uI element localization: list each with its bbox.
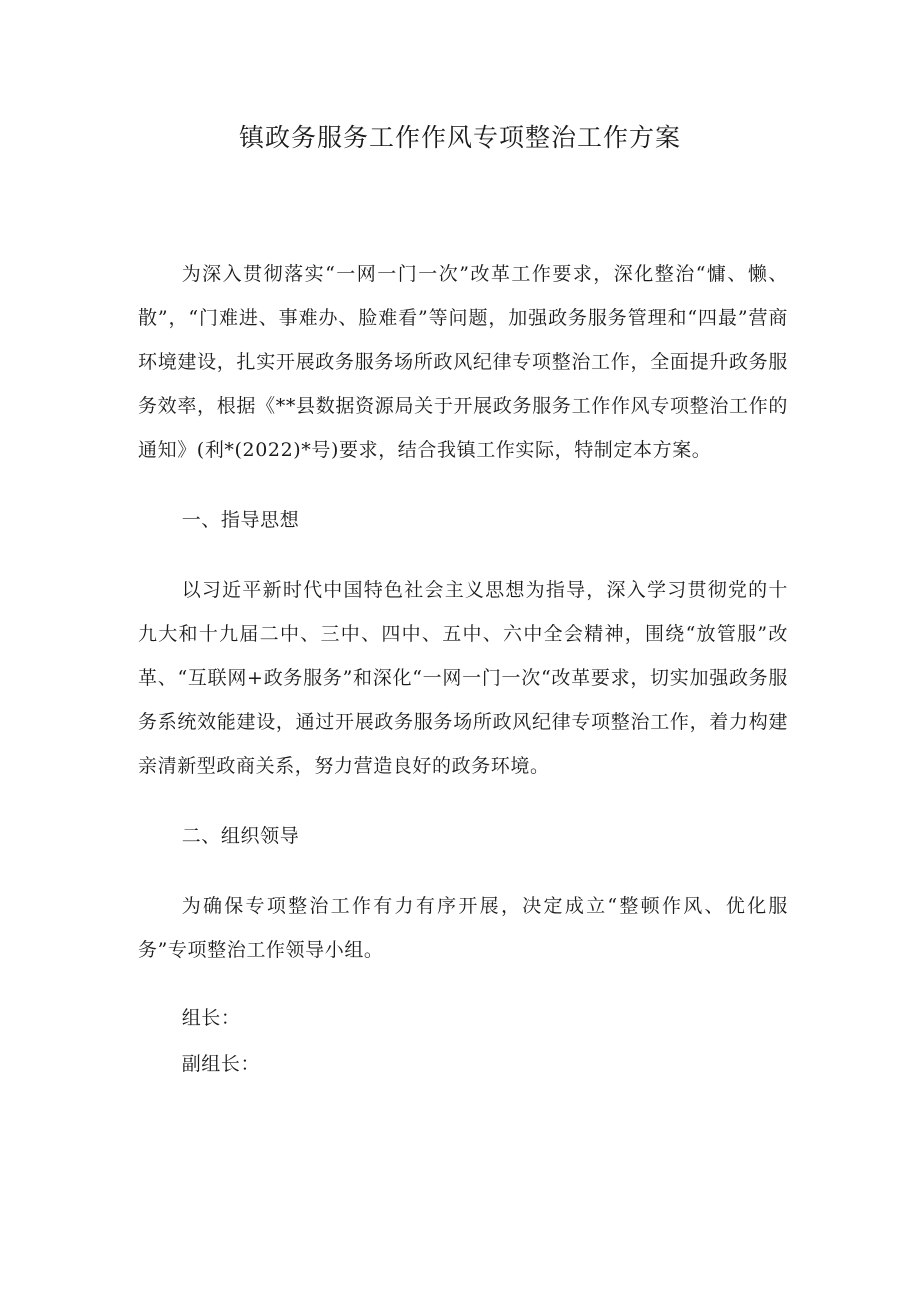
spacer bbox=[138, 542, 788, 568]
document-title: 镇政务服务工作作风专项整治工作方案 bbox=[238, 123, 681, 152]
section-heading-organization: 二、组织领导 bbox=[181, 825, 300, 847]
deputy-leader-label: 副组长： bbox=[181, 1053, 261, 1075]
leader-label: 组长： bbox=[181, 1007, 241, 1029]
section-paragraph-organization: 为确保专项整治工作有力有序开展，决定成立“整顿作风、优化服务”专项整治工作领导小组。 bbox=[138, 895, 788, 961]
spacer bbox=[138, 972, 788, 996]
spacer bbox=[138, 472, 788, 498]
spacer bbox=[138, 788, 788, 814]
intro-paragraph: 为深入贯彻落实“一网一门一次”改革工作要求，深化整治“慵、懒、散”，“门难进、事难办、脸难看”等问题，加强政务服务管理和“四最”营商环境建设，扎实开展政务服务场所政风纪律专项整治工作，全面提升政务服务效率，根据《**县数据资源局关于开展政务服务工作作风专项整治工作的通知》(利*(2022)*号)要求，结合我镇工作实际，特制定本方案。 bbox=[138, 263, 788, 461]
spacer bbox=[138, 858, 788, 884]
section-heading-guiding-ideology: 一、指导思想 bbox=[181, 509, 300, 531]
document-body bbox=[138, 252, 788, 1086]
section-paragraph-guiding-ideology: 以习近平新时代中国特色社会主义思想为指导，深入学习贯彻党的十九大和十九届二中、三中、四中、五中、六中全会精神，围绕“放管服”改革、“互联网+政务服务”和深化“一网一门一次“改革要求，切实加强政务服务系统效能建设，通过开展政务服务场所政风纪律专项整治工作，着力构建亲清新型政商关系，努力营造良好的政务环境。 bbox=[138, 579, 788, 777]
